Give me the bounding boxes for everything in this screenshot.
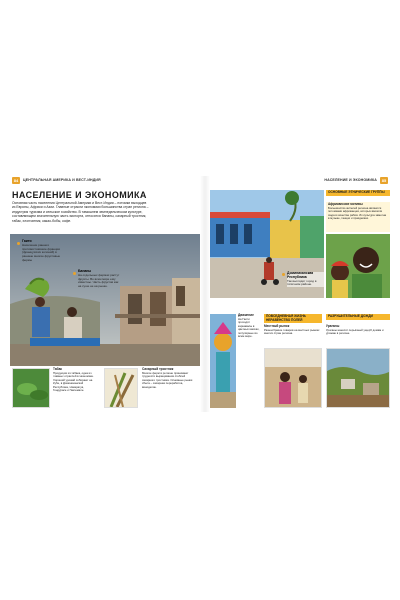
rain-subtitle: Ураганы [326, 324, 340, 328]
dominikana-caption-title: Доминиканская Республика [287, 271, 314, 279]
portrait-photo [326, 234, 390, 298]
page-number: 84 [13, 177, 19, 183]
intro-text: Основная часть населения Центральной Америки и Вест-Индии – потомки выходцев из Европы, Африки и Азии. Главные отрасли экономики большинства стран региона – индустрия туризма и сельское хозяйство. В тамошнем земледельческом культуре, составляющем значительную часть экспорта, относятся бананы, сахарный тростник, табак, хлопчатник, какао-бобы, кофе. [12, 201, 149, 223]
book-gutter [200, 176, 210, 412]
dvizhenie-caption [238, 314, 260, 339]
rain-text: Ураганы наносят серьёзный ущерб домам и урожаю в регионе. [326, 327, 384, 335]
trostnik-caption-text: Многие ферм в регионе принимают трудности выращивания стеблей сахарного тростника. Основные рынки сбыта – сахарная переработка, виноделие. [142, 370, 193, 389]
book-spread [10, 176, 390, 412]
banany-marker-icon [73, 272, 76, 275]
hurricane-photo [326, 348, 390, 408]
dvizhenie-caption-title: Движение [238, 313, 254, 317]
page-title: НАСЕЛЕНИЕ И ЭКОНОМИКА [12, 190, 147, 200]
life-subtitle: Местный рынок [264, 324, 290, 328]
life-text: Разнообразие товаров на местных рынках многих стран региона. [264, 327, 320, 335]
tabak-caption-title: Табак [53, 367, 62, 371]
life-tag: ПОВСЕДНЕВНАЯ ЖИЗНЬ НЕРАВЕНСТВО ПОЛЕЙ [264, 314, 322, 323]
rain-tag: РАЗРУШИТЕЛЬНЫЕ ДОЖДИ [326, 314, 390, 320]
running-header: ЦЕНТРАЛЬНАЯ АМЕРИКА И ВЕСТ-ИНДИЯ [23, 178, 101, 182]
life-caption [264, 325, 322, 336]
trostnik-caption [142, 368, 198, 389]
dominikana-caption [287, 272, 325, 287]
trostnik-caption-title: Сахарный тростник [142, 367, 174, 371]
right-header [324, 176, 388, 184]
trostnik-photo [104, 368, 138, 408]
groups-text: Большинство жителей региона являются потомками африканцев, которых ввозили сюда в качестве рабов. Их культура заметна в музыке, танцах и праздниках. [328, 205, 387, 220]
gaiti-caption-text: Население раннего противостоявшие франции (французских колоний) в раннюю многие фруктовые фермы [22, 242, 61, 262]
banany-caption-title: Бананы [78, 269, 92, 273]
groups-tag: ОСНОВНЫЕ ЭТНИЧЕСКИЕ ГРУППЫ [326, 190, 390, 196]
tabak-caption [53, 368, 97, 393]
running-header: НАСЕЛЕНИЕ И ЭКОНОМИКА [324, 178, 377, 182]
tabak-caption-text: Продукция из табака, одна из главных отраслей в экономике. Хороший урожай собирают на Кубе, в Доминиканской Республике, Никарагуа, Гондурасе и Гватемале. [53, 370, 94, 392]
tabak-photo [12, 368, 50, 408]
carnival-photo [210, 314, 236, 408]
left-page [10, 176, 200, 412]
dominikana-caption-text: Так выглядит город в типичном районе. [287, 278, 317, 287]
page-number: 85 [381, 177, 387, 183]
dominikana-marker-icon [282, 273, 285, 276]
left-header [12, 176, 101, 184]
market-thumb-photo [264, 348, 322, 408]
gaiti-caption-title: Гаити [22, 239, 32, 243]
rain-caption [326, 325, 390, 336]
right-page [210, 176, 390, 412]
groups-box [326, 202, 390, 232]
dvizhenie-caption-text: На Гаити проходят карнавалы в цветных масках, популярные во всем мире. [238, 316, 260, 338]
gaiti-caption [22, 240, 62, 263]
groups-subtitle: Африканские мотивы [328, 202, 363, 206]
gaiti-marker-icon [17, 242, 20, 245]
banany-caption [78, 270, 122, 289]
banany-caption-text: На отдельных фермах растут фрукты. Во всем мире ему известны. Часть фруктов как на суше не на рынке. [78, 272, 120, 289]
